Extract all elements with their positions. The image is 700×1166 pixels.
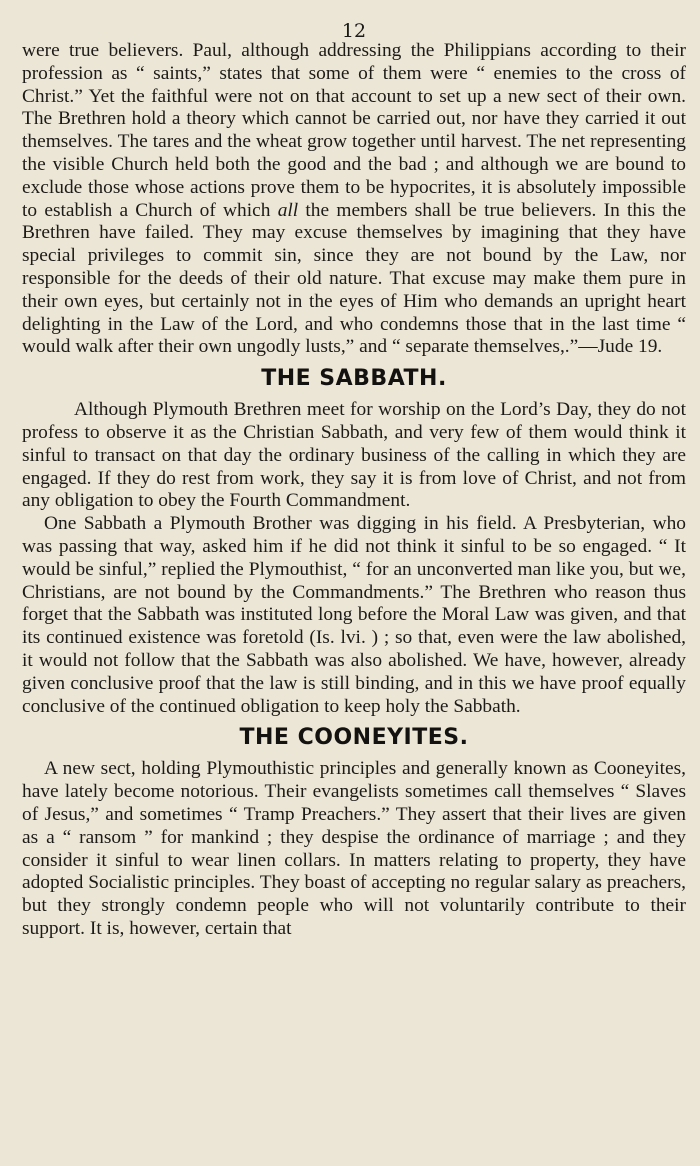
- sabbath-paragraph-2: One Sabbath a Plymouth Brother was digging in his field. A Presbyterian, who was passing that way, asked him if he did not think it sinful to be so engaged. “ It would be sinful,” replied the Plymouthist, “ for an unconverted man like you, but we, Christians, are not bound by the Commandments.” The Brethren who reason thus forget that the Sabbath was instituted long before the Moral Law was given, and that its continued existence was foretold (Is. lvi. ) ; so that, even were the law abolished, it would not follow that the Sabbath was also abolished. We have, however, already given conclusive proof that the law is still binding, and in this we have proof equally conclusive of the continued obligation to keep holy the Sabbath.: [22, 513, 686, 717]
- intro-text-b: the members shall be true believers. In this the Brethren have failed. They may excuse themselves by imagining that they have special privileges to commit sin, since they are not bound by the Law, nor responsible for the deeds of their old nature. That excuse may make them pure in their own eyes, but certainly not in the eyes of Him who demands an upright heart delighting in the Law of the Lord, and who condemns those that in the last time “ would walk after their own ungodly lusts,” and “ separate themselves,.”—Jude 19.: [22, 199, 686, 358]
- intro-paragraph: [22, 40, 686, 359]
- page-number: 12: [341, 20, 367, 42]
- cooneyites-paragraph-1: A new sect, holding Plymouthistic principles and generally known as Cooneyites, have lately become notorious. Their evangelists sometimes call themselves “ Slaves of Jesus,” and sometimes “ Tramp Preachers.” They assert that their lives are given as a “ ransom ” for mankind ; they despise the ordinance of marriage ; and they consider it sinful to wear linen collars. In matters relating to property, they have adopted Socialistic principles. They boast of accepting no regular salary as preachers, but they strongly condemn people who will not voluntarily contribute to their support. It is, however, certain that: [22, 758, 686, 939]
- intro-emphasis: all: [277, 199, 299, 221]
- sabbath-heading: THE SABBATH.: [261, 366, 447, 392]
- sabbath-paragraph-1: Although Plymouth Brethren meet for worship on the Lord’s Day, they do not profess to observe it as the Christian Sabbath, and very few of them would think it sinful to transact on that day the ordinary business of the calling in which they are engaged. If they do rest from work, they say it is from love of Christ, and not from any obligation to obey the Fourth Commandment.: [22, 399, 686, 512]
- intro-text-a: were true believers. Paul, although addressing the Philippians according to their profession as “ saints,” states that some of them were “ enemies to the cross of Christ.” Yet the faithful were not on that account to set up a new sect of their own. The Brethren hold a theory which cannot be carried out, nor have they carried it out themselves. The tares and the wheat grow together until harvest. The net representing the visible Church held both the good and the bad ; and although we are bound to exclude those whose actions prove them to be hypocrites, it is absolutely impossible to establish a Church of which: [22, 40, 686, 221]
- cooneyites-heading: THE COONEYITES.: [239, 725, 469, 751]
